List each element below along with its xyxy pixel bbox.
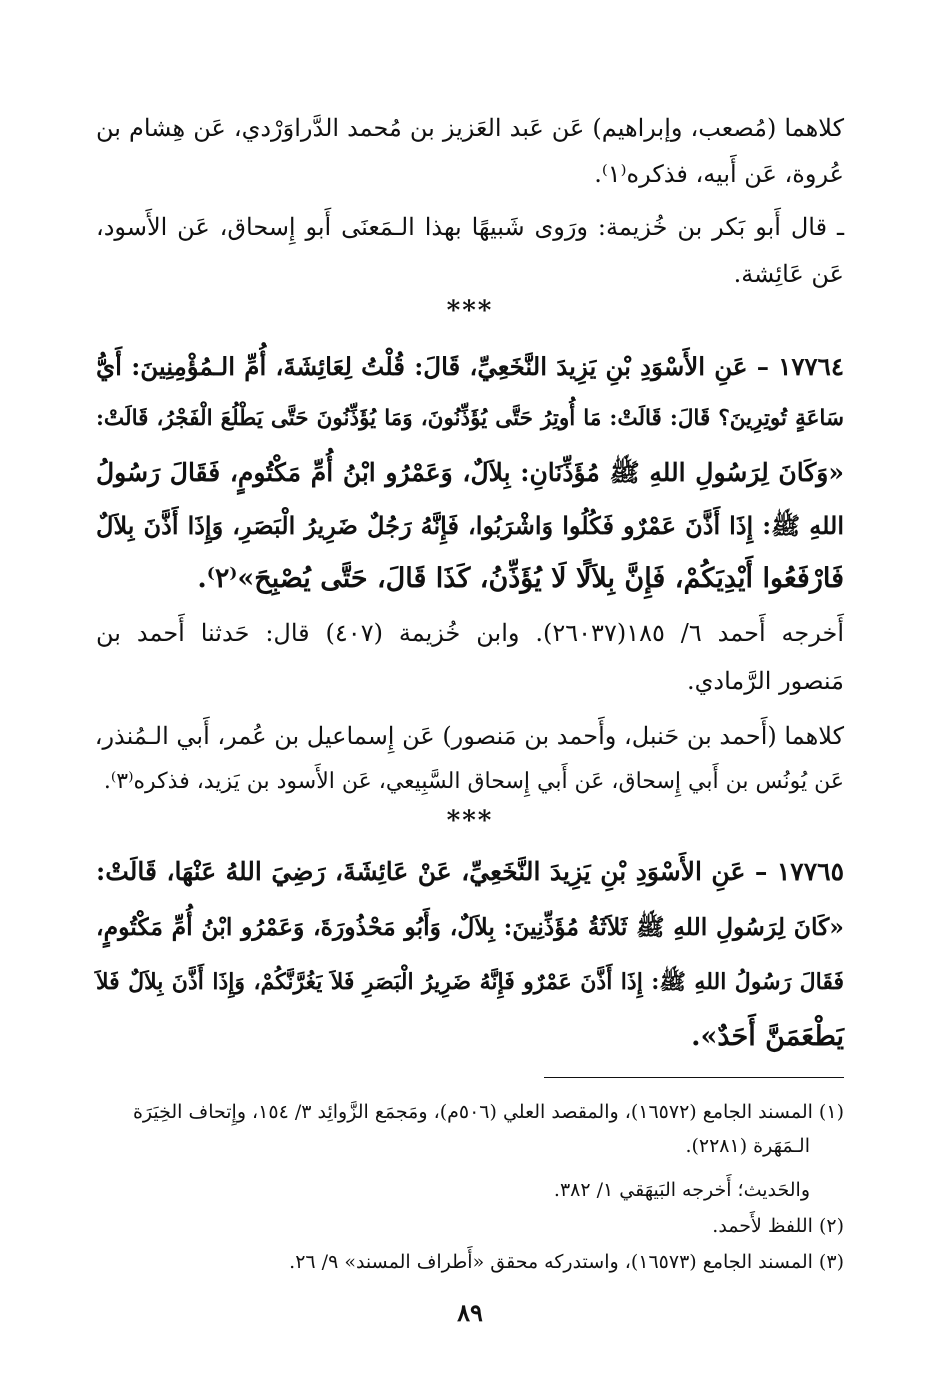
hadith-line: اللهِ ﷺ: إِذَا أَذَّنَ عَمْرٌو فَكُلُوا وَاشْرَبُوا، فَإِنَّهُ رَجُلٌ ضَرِيرُ الْبَصَرِ، وَإِذَا أَذَّنَ بِلاَلٌ	[96, 511, 844, 540]
footnote: (٣) المسند الجامع (١٦٥٧٣)، واستدركه محقق «أَطراف المسند» ٩/ ٢٦.	[289, 1251, 844, 1273]
text-line: مَنصور الرَّمادي.	[686, 667, 844, 695]
footnote: والحَديث؛ أَخرجه البَيهَقي ١/ ٣٨٢.	[553, 1179, 810, 1201]
footnote-rule	[544, 1077, 844, 1078]
section-separator: ***	[446, 296, 494, 326]
hadith-line: يَطْعَمَنَّ أَحَدٌ».	[691, 1021, 844, 1052]
footnote: الـمَهَرة (٢٢٨١).	[685, 1135, 810, 1157]
text-line: أَخرجه أَحمد ٦/ ١٨٥(٢٦٠٣٧). وابن خُزيمة (٤٠٧) قال: حَدثنا أَحمد بن	[96, 619, 845, 647]
hadith-line: فَارْفَعُوا أَيْدِيَكُمْ، فَإِنَّ بِلاَلًا لَا يُؤَذِّنُ، كَذَا قَالَ، حَتَّى يُصْبِحَ»⁽٢⁾.	[197, 563, 844, 594]
text-line: عَن يُونُس بن أَبي إِسحاق، عَن أَبي إِسحاق السَّبِيعي، عَن الأَسود بن يَزيد، فذكره⁽٣⁾.	[103, 769, 844, 794]
text-line: كلاهما (أَحمد بن حَنبل، وأَحمد بن مَنصور) عَن إِسماعيل بن عُمر، أَبي الـمُنذر،	[94, 722, 844, 750]
section-separator: ***	[446, 806, 494, 836]
hadith-line: فَقَالَ رَسُولُ اللهِ ﷺ: إِذَا أَذَّنَ عَمْرٌو فَإِنَّهُ ضَرِيرُ الْبَصَرِ فَلاَ يَغُرَّنَّكُمْ، وَإِذَا أَذَّنَ بِلاَلٌ فَلاَ	[96, 969, 844, 995]
hadith-line: ١٧٧٦٥ – عَنِ الأَسْوَدِ بْنِ يَزِيدَ النَّخَعِيِّ، عَنْ عَائِشَةَ، رَضِيَ اللهُ عَنْهَا، قَالَتْ:	[96, 857, 844, 886]
footnote: (١) المسند الجامع (١٦٥٧٢)، والمقصد العلي (٥٠٦م)، ومَجمَع الزَّوائِد ٣/ ١٥٤، وإِتحاف الخِيَرَة	[132, 1101, 844, 1123]
page-number: ٨٩	[457, 1298, 483, 1327]
text-line: عُروة، عَن أَبيه، فذكره⁽١⁾.	[594, 160, 844, 188]
hadith-line: «كَانَ لِرَسُولِ اللهِ ﷺ ثَلاَثَةُ مُؤَذِّنِينَ: بِلاَلٌ، وَأَبُو مَحْذُورَةَ، وَعَمْرُو ابْنُ أُمِّ مَكْتُومٍ،	[96, 913, 844, 941]
footnote: (٢) اللفظ لأَحمد.	[712, 1215, 844, 1237]
text-line: عَن عَائِشة.	[733, 260, 844, 288]
hadith-line: «وَكَانَ لِرَسُولِ اللهِ ﷺ مُؤَذِّنَانِ: بِلاَلٌ، وَعَمْرُو ابْنُ أُمِّ مَكْتُومٍ، فَقَالَ رَسُولُ	[96, 458, 844, 487]
hadith-line: سَاعَةٍ تُوتِرِينَ؟ قَالَ: قَالَتْ: مَا أُوتِرُ حَتَّى يُؤَذِّنُونَ، وَمَا يُؤَذِّنُونَ حَتَّى يَطْلُعَ الْفَجْرُ، قَالَتْ:	[96, 406, 844, 431]
text-line: ـ قال أَبو بَكر بن خُزيمة: ورَوى شَبيهًا بهذا الـمَعنَى أَبو إِسحاق، عَن الأَسود،	[96, 213, 844, 241]
hadith-line: ١٧٧٦٤ – عَنِ الأَسْوَدِ بْنِ يَزِيدَ النَّخَعِيِّ، قَالَ: قُلْتُ لِعَائِشَةَ، أُمِّ الـمُؤْمِنِينَ: أَيُّ	[96, 352, 844, 381]
text-line: كلاهما (مُصعب، وإبراهيم) عَن عَبد العَزيز بن مُحمد الدَّراوَرْدي، عَن هِشام بن	[96, 114, 845, 142]
